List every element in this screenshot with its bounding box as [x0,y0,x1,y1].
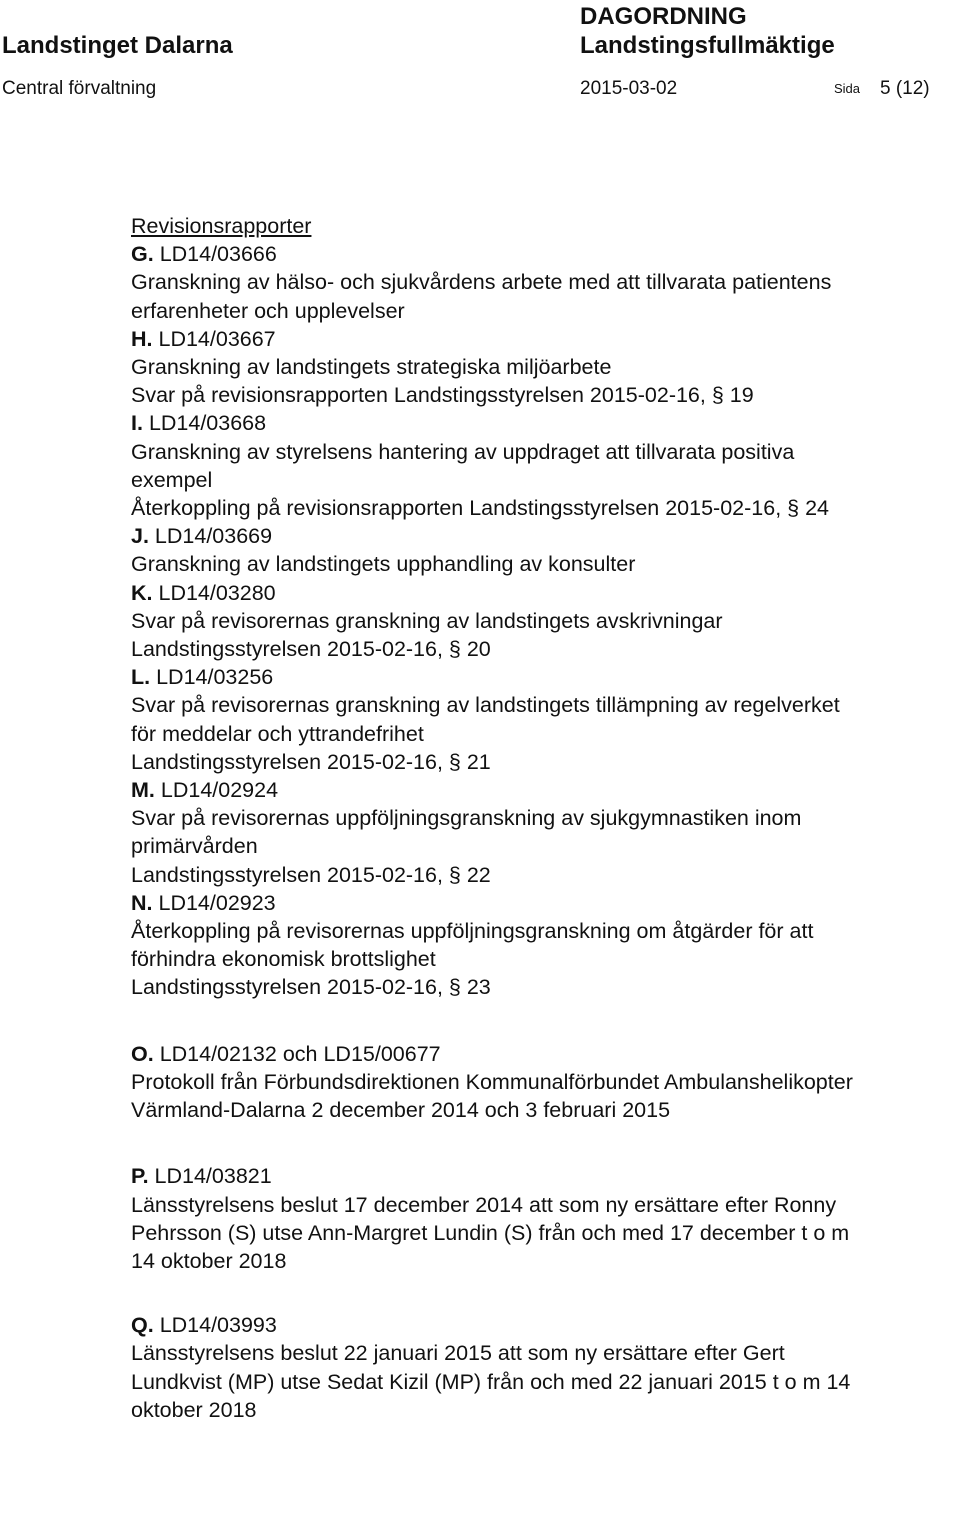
item-line: erfarenheter och upplevelser [131,298,405,323]
agenda-content [131,212,956,1424]
agenda-item-i [131,409,956,522]
document-type: DAGORDNING [580,3,747,30]
agenda-item-n [131,889,956,1002]
item-line: Länsstyrelsens beslut 17 december 2014 att som ny ersättare efter Ronny [131,1192,837,1217]
spacer [131,1275,956,1311]
item-letter: M. [131,778,155,803]
agenda-item-heading [131,1311,956,1339]
item-line: för meddelar och yttrandefrihet [131,721,424,746]
page-label: Sida [834,81,861,96]
agenda-item-j [131,522,956,578]
item-line: Landstingsstyrelsen 2015-02-16, § 22 [131,862,491,887]
assembly-name: Landstingsfullmäktige [580,32,835,59]
item-line: exempel [131,467,213,492]
item-line: Landstingsstyrelsen 2015-02-16, § 20 [131,637,491,662]
item-line: Lundkvist (MP) utse Sedat Kizil (MP) från och med 22 januari 2015 t o m 14 [131,1369,851,1394]
item-ref: LD14/02132 och LD15/00677 [159,1041,441,1066]
item-ref: LD14/02924 [160,778,279,803]
section-title: Revisionsrapporter [131,214,312,238]
item-ref: LD14/03280 [158,580,276,605]
spacer [131,1124,956,1162]
unit-name: Central förvaltning [2,78,157,99]
item-line: Värmland-Dalarna 2 december 2014 och 3 februari 2015 [131,1098,671,1123]
item-line: Länsstyrelsens beslut 22 januari 2015 att som ny ersättare efter Gert [131,1341,785,1366]
item-ref: LD14/03256 [156,665,274,690]
item-line: Granskning av landstingets upphandling av konsulter [131,552,636,577]
agenda-item-q [131,1311,956,1424]
agenda-item-heading [131,522,956,550]
item-ref: LD14/03821 [154,1164,272,1189]
page-number: 5 (12) [880,78,930,99]
item-ref: LD14/02923 [158,890,276,915]
item-ref: LD14/03666 [159,242,277,267]
page-header [0,0,960,110]
item-line: Granskning av hälso- och sjukvårdens arbete med att tillvarata patientens [131,270,832,295]
item-line: Granskning av landstingets strategiska miljöarbete [131,355,612,380]
item-letter: K. [131,580,153,605]
item-line: 14 oktober 2018 [131,1248,287,1273]
agenda-item-heading [131,776,956,804]
agenda-item-m [131,776,956,889]
item-ref: LD14/03993 [159,1313,277,1338]
item-letter: H. [131,326,153,351]
item-line: förhindra ekonomisk brottslighet [131,947,436,972]
item-ref: LD14/03667 [158,326,276,351]
item-line: Svar på revisionsrapporten Landstingsstyrelsen 2015-02-16, § 19 [131,383,754,408]
item-ref: LD14/03669 [154,524,273,549]
agenda-item-k [131,579,956,664]
document-date: 2015-03-02 [580,78,678,99]
agenda-item-p [131,1162,956,1275]
item-line: Återkoppling på revisionsrapporten Landstingsstyrelsen 2015-02-16, § 24 [131,496,829,521]
item-line: Svar på revisorernas granskning av landstingets avskrivningar [131,608,723,633]
item-line: primärvården [131,834,258,859]
item-line: Landstingsstyrelsen 2015-02-16, § 21 [131,749,491,774]
item-ref: LD14/03668 [148,411,267,436]
item-line: Pehrsson (S) utse Ann-Margret Lundin (S) från och med 17 december t o m [131,1220,850,1245]
item-letter: J. [131,524,149,549]
agenda-item-heading [131,579,956,607]
item-letter: I. [131,411,143,436]
item-letter: G. [131,242,154,267]
item-letter: L. [131,665,151,690]
spacer [131,1002,956,1040]
agenda-item-l [131,663,956,776]
agenda-item-g [131,240,956,325]
item-line: Protokoll från Förbundsdirektionen Kommunalförbundet Ambulanshelikopter [131,1069,853,1094]
agenda-item-heading [131,1040,956,1068]
item-line: Granskning av styrelsens hantering av uppdraget att tillvarata positiva [131,439,795,464]
agenda-item-heading [131,325,956,353]
organization-name: Landstinget Dalarna [2,32,233,59]
agenda-item-heading [131,1162,956,1190]
item-line: Svar på revisorernas granskning av landstingets tillämpning av regelverket [131,693,840,718]
agenda-item-heading [131,889,956,917]
agenda-item-o [131,1040,956,1125]
item-line: Landstingsstyrelsen 2015-02-16, § 23 [131,975,491,1000]
agenda-item-heading [131,240,956,268]
item-line: Återkoppling på revisorernas uppföljningsgranskning om åtgärder för att [131,919,814,944]
agenda-item-heading [131,409,956,437]
item-letter: O. [131,1041,154,1066]
agenda-item-heading [131,663,956,691]
item-line: Svar på revisorernas uppföljningsgranskning av sjukgymnastiken inom [131,806,802,831]
agenda-item-h [131,325,956,410]
item-letter: P. [131,1164,149,1189]
item-letter: Q. [131,1313,154,1338]
item-letter: N. [131,890,153,915]
item-line: oktober 2018 [131,1397,257,1422]
